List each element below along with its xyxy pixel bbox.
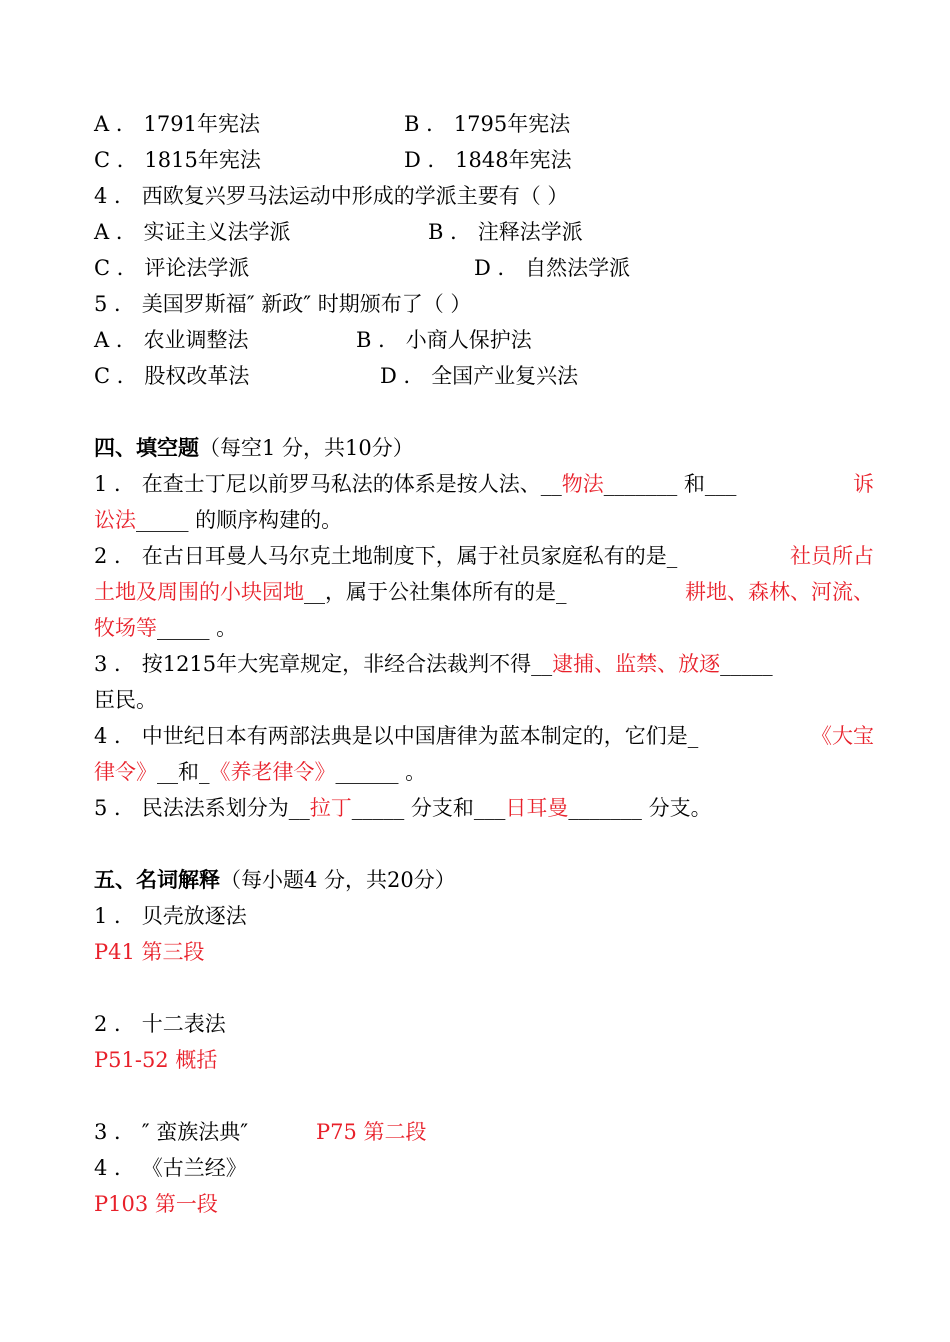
term-1-ref: P41 第三段 bbox=[94, 940, 205, 964]
q4-option-c: C ． 评论法学派 bbox=[94, 256, 250, 280]
q3-option-a: A ． 1791年宪法 bbox=[94, 112, 260, 136]
fill-q5-text: 5 ． 民法法系划分为__ bbox=[94, 796, 310, 820]
q5-option-d: D ． 全国产业复兴法 bbox=[380, 364, 579, 388]
fill-q5-text-3: _______ 分支。 bbox=[568, 796, 712, 820]
q4-options-row-2 bbox=[94, 250, 874, 286]
q3-option-d: D ． 1848年宪法 bbox=[404, 148, 572, 172]
fill-q4-answer-1a: 《大宝 bbox=[811, 724, 874, 748]
term-4: 4 ． 《古兰经》 bbox=[94, 1156, 247, 1180]
term-1: 1 ． 贝壳放逐法 bbox=[94, 904, 247, 928]
fill-q2-answer-1a: 社员所占 bbox=[790, 544, 874, 568]
term-2-ref: P51-52 概括 bbox=[94, 1048, 218, 1072]
fill-q1-text: 1 ． 在查士丁尼以前罗马私法的体系是按人法、__ bbox=[94, 472, 562, 496]
section4-title: 四、填空题 bbox=[94, 435, 199, 460]
section5-heading bbox=[94, 862, 874, 898]
fill-q5-text-2: _____ 分支和___ bbox=[351, 796, 506, 820]
fill-q1-line-2 bbox=[94, 502, 874, 538]
q4-option-a: A ． 实证主义法学派 bbox=[94, 220, 291, 244]
fill-q4-answer-1b: 律令》 bbox=[94, 760, 157, 784]
exam-page bbox=[94, 106, 874, 1222]
fill-q3-line-1 bbox=[94, 646, 874, 682]
fill-q2-answer-1b: 土地及周围的小块园地 bbox=[94, 580, 304, 604]
term-2: 2 ． 十二表法 bbox=[94, 1012, 226, 1036]
fill-q5-answer-1: 拉丁 bbox=[309, 796, 352, 820]
section5-title: 五、名词解释 bbox=[94, 867, 220, 892]
q3-option-b: B ． 1795年宪法 bbox=[404, 112, 571, 136]
q4-option-d: D ． 自然法学派 bbox=[474, 256, 631, 280]
fill-q1-text-3: _____ 的顺序构建的。 bbox=[136, 508, 343, 532]
fill-q4-answer-2: 《养老律令》 bbox=[209, 760, 336, 784]
fill-q5-line-1 bbox=[94, 790, 874, 826]
q5-option-c: C ． 股权改革法 bbox=[94, 364, 250, 388]
fill-q3-text: 3 ． 按1215年大宪章规定，非经合法裁判不得__ bbox=[94, 652, 553, 676]
q5-stem: 5 ． 美国罗斯福″ 新政″ 时期颁布了（ ） bbox=[94, 292, 472, 316]
fill-q1-answer-2b: 讼法 bbox=[94, 508, 136, 532]
fill-q4-text: 4 ． 中世纪日本有两部法典是以中国唐律为蓝本制定的，它们是_ bbox=[94, 724, 699, 748]
q3-option-c: C ． 1815年宪法 bbox=[94, 148, 261, 172]
q3-options-row-1 bbox=[94, 106, 874, 142]
fill-q2-text-2: __，属于公社集体所有的是_ bbox=[304, 580, 567, 604]
fill-q4-text-2: __和_ bbox=[157, 760, 210, 784]
section5-note: （每小题4 分，共20分） bbox=[220, 868, 456, 892]
term-3-row bbox=[94, 1114, 874, 1150]
q4-option-b: B ． 注释法学派 bbox=[428, 220, 583, 244]
fill-q2-line-3 bbox=[94, 610, 874, 646]
q5-option-b: B ． 小商人保护法 bbox=[356, 328, 532, 352]
q5-options-row-2 bbox=[94, 358, 874, 394]
q4-stem: 4 ． 西欧复兴罗马法运动中形成的学派主要有（ ） bbox=[94, 184, 569, 208]
fill-q2-answer-2a: 耕地、森林、河流、 bbox=[685, 580, 874, 604]
q3-options-row-2 bbox=[94, 142, 874, 178]
section4-note: （每空1 分，共10分） bbox=[199, 436, 414, 460]
fill-q4-line-2 bbox=[94, 754, 874, 790]
fill-q3-answer: 逮捕、监禁、放逐 bbox=[552, 652, 721, 676]
fill-q1-answer-2a: 诉 bbox=[853, 472, 874, 496]
fill-q2-line-2 bbox=[94, 574, 874, 610]
term-4-ref: P103 第一段 bbox=[94, 1192, 218, 1216]
fill-q2-line-1 bbox=[94, 538, 874, 574]
fill-q2-answer-2b: 牧场等 bbox=[94, 616, 157, 640]
section4-heading bbox=[94, 430, 874, 466]
fill-q4-line-1 bbox=[94, 718, 874, 754]
term-3: 3 ． ″ 蛮族法典″ bbox=[94, 1120, 249, 1144]
fill-q4-text-3: ______ 。 bbox=[335, 760, 427, 784]
fill-q3-text-2: _____ bbox=[720, 652, 773, 676]
fill-q5-answer-2: 日耳曼 bbox=[505, 796, 569, 820]
term-3-ref: P75 第二段 bbox=[316, 1120, 427, 1144]
fill-q2-text-3: _____ 。 bbox=[157, 616, 238, 640]
fill-q1-line-1 bbox=[94, 466, 874, 502]
q5-options-row-1 bbox=[94, 322, 874, 358]
q5-option-a: A ． 农业调整法 bbox=[94, 328, 249, 352]
q4-options-row-1 bbox=[94, 214, 874, 250]
fill-q2-text: 2 ． 在古日耳曼人马尔克土地制度下，属于社员家庭私有的是_ bbox=[94, 544, 678, 568]
fill-q3-line-2: 臣民。 bbox=[94, 688, 157, 712]
fill-q1-answer-1: 物法 bbox=[561, 472, 604, 496]
fill-q1-text-2: _______ 和___ bbox=[603, 472, 737, 496]
